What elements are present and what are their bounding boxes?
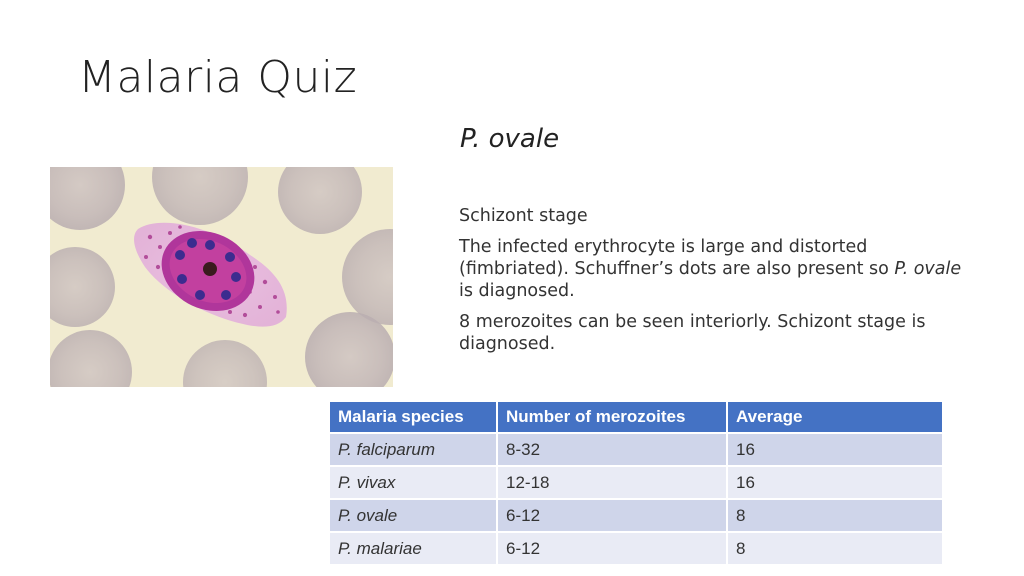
cell-average: 8 [727, 532, 943, 564]
cell-average: 16 [727, 466, 943, 499]
description [459, 205, 979, 364]
cell-range: 8-32 [497, 433, 727, 466]
micrograph-illustration [50, 167, 393, 387]
slide-title: Malaria Quiz [78, 52, 358, 103]
header-species: Malaria species [330, 402, 497, 433]
cell-range: 12-18 [497, 466, 727, 499]
cell-species: P. ovale [330, 499, 497, 532]
diagnosis-paragraph [459, 236, 979, 302]
merozoite-paragraph: 8 merozoites can be seen interiorly. Schizont stage is diagnosed. [459, 312, 926, 354]
header-merozoites: Number of merozoites [497, 402, 727, 433]
merozoite-table [330, 402, 944, 564]
diagnosis-text-b: is diagnosed. [459, 281, 575, 301]
stage-line: Schizont stage [459, 206, 588, 226]
header-average: Average [727, 402, 943, 433]
cell-range: 6-12 [497, 532, 727, 564]
table-row [330, 433, 943, 466]
cell-average: 8 [727, 499, 943, 532]
micrograph-image [50, 167, 393, 387]
diagnosis-species: P. ovale [894, 259, 962, 279]
cell-range: 6-12 [497, 499, 727, 532]
species-heading: P. ovale [460, 124, 560, 154]
cell-species: P. falciparum [330, 433, 497, 466]
cell-species: P. malariae [330, 532, 497, 564]
table-row [330, 499, 943, 532]
table-row [330, 466, 943, 499]
cell-species: P. vivax [330, 466, 497, 499]
table-row [330, 532, 943, 564]
cell-average: 16 [727, 433, 943, 466]
diagnosis-text-a: The infected erythrocyte is large and distorted (fimbriated). Schuffner’s dots are also present so [459, 237, 895, 279]
table-header-row [330, 402, 943, 433]
